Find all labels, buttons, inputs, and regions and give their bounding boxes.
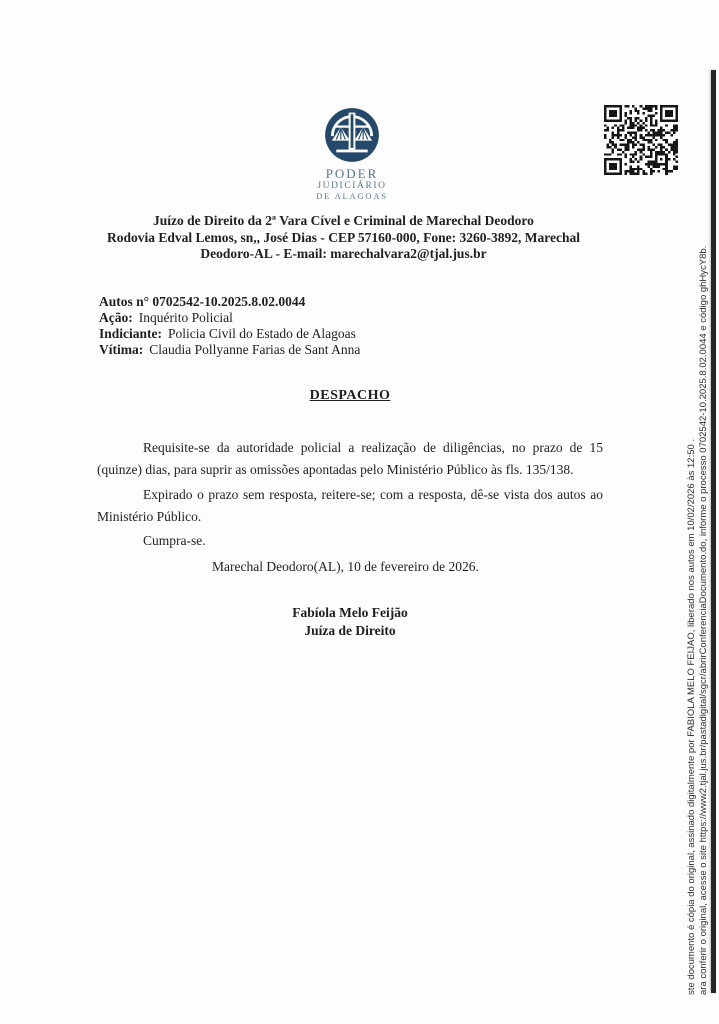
judge-name: Fabíola Melo Feijão: [292, 605, 408, 620]
document-title: DESPACHO: [309, 388, 391, 403]
case-action-value: Inquérito Policial: [138, 310, 233, 325]
case-indicted-row: [99, 326, 360, 342]
closing-order: Cumpra-se.: [143, 533, 206, 548]
case-action-row: [99, 310, 360, 326]
case-indicted-label: Indiciante:: [99, 326, 163, 341]
court-header: [80, 213, 607, 263]
place-and-date: Marechal Deodoro(AL), 10 de fevereiro de 2026.: [212, 559, 479, 574]
case-number: Autos n° 0702542-10.2025.8.02.0044: [99, 294, 306, 309]
court-address-line1: Rodovia Edval Lemos, sn,, José Dias - CEP 57160-000, Fone: 3260-3892, Marechal: [107, 229, 580, 245]
case-indicted-value: Policia Civil do Estado de Alagoas: [168, 326, 356, 341]
logo-text-judiciario: JUDICIÁRIO: [317, 181, 387, 191]
signature-block: [97, 604, 603, 640]
court-address-line2: Deodoro-AL - E-mail: marechalvara2@tjal.jus.br: [200, 246, 487, 261]
case-victim-label: Vítima:: [99, 342, 144, 357]
margin-note-line1: ste documento é cópia do original, assinado digitalmente por FABIOLA MELO FEIJAO, liberado nos autos em 10/02/2026 às 12:50 .: [686, 438, 697, 995]
judiciary-logo: [297, 106, 407, 201]
scales-of-justice-icon: [324, 106, 380, 164]
case-victim-row: [99, 342, 360, 358]
body-paragraph-1: Requisite-se da autoridade policial a realização de diligências, no prazo de 15 (quinze) dias, para suprir as omissões apontadas pelo Ministério Público às fls. 135/138.: [97, 440, 603, 477]
page-edge-shadow: [711, 70, 716, 993]
court-name: Juízo de Direito da 2ª Vara Cível e Criminal de Marechal Deodoro: [153, 213, 534, 228]
logo-text-poder: PODER: [325, 166, 379, 181]
margin-note-line2: ara conferir o original, acesse o site https://www2.tjal.jus.br/pastadigital/sgcr/abrirConferenciaDocumento.do, informe o processo 0702542-10.2025.8.02.0044 e código ghHycY8b.: [698, 245, 709, 995]
digital-signature-margin-note: [686, 20, 710, 995]
body-paragraph-2: Expirado o prazo sem resposta, reitere-se; com a resposta, dê-se vista dos autos ao Ministério Público.: [97, 487, 603, 524]
judge-title: Juíza de Direito: [304, 623, 396, 638]
case-info: [99, 294, 360, 358]
case-action-label: Ação:: [99, 310, 133, 325]
case-victim-value: Claudia Pollyanne Farias de Sant Anna: [149, 342, 361, 357]
qr-code: [604, 105, 678, 175]
logo-text-de-alagoas: DE ALAGOAS: [316, 191, 388, 201]
